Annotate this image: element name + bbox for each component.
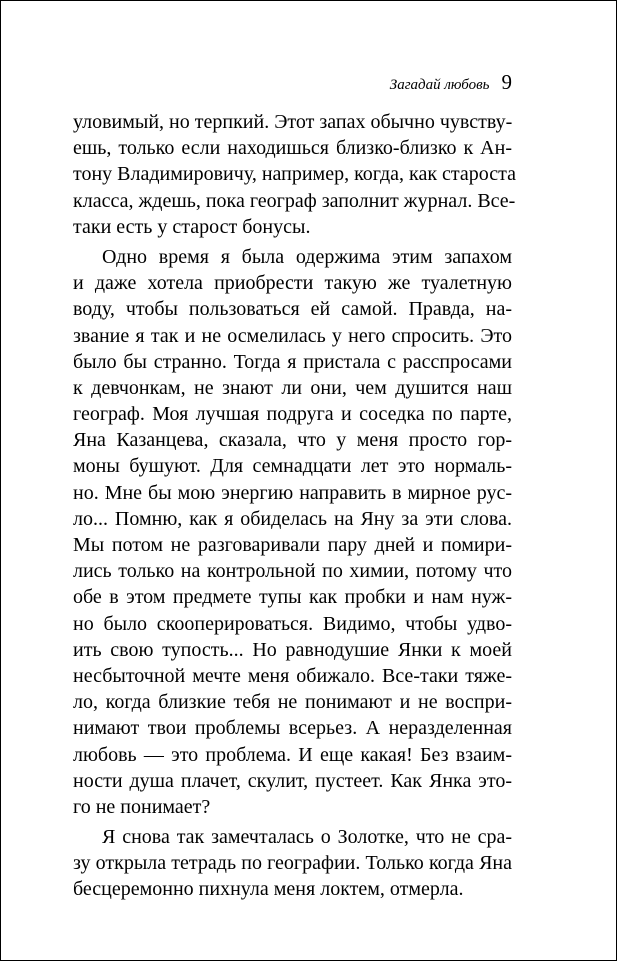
text-line: таки есть у старост бонусы. [73, 215, 311, 238]
text-line: и даже хотела приобрести такую же туалетную [73, 272, 512, 295]
text-line: тону Владимировичу, например, когда, как староста [73, 163, 517, 186]
text-line: несбыточной мечте меня обижало. Все-таки тяже- [73, 664, 512, 687]
text-body [73, 109, 517, 903]
text-line: уловимый, но терпкий. Этот запах обычно чувству- [73, 111, 513, 133]
text-line: го не понимает? [73, 795, 211, 818]
text-line: Мы потом не разговаривали пару дней и помири- [73, 534, 512, 556]
text-line: обе в этом предмете тупы как пробки и нам нуж- [73, 586, 512, 609]
text-line: любовь — это проблема. И еще какая! Без взаим- [73, 743, 512, 766]
text-line: воду, чтобы пользоваться ей самой. Правда, на- [73, 298, 512, 321]
text-line: бесцеремонно пихнула меня локтем, отмерла. [73, 878, 464, 901]
text-line: класса, ждешь, пока географ заполнит журнал. Все- [73, 189, 516, 212]
text-line: ло... Помню, как я обиделась на Яну за эти слова. [73, 507, 512, 530]
text-line: географ. Моя лучшая подруга и соседка по парте, [73, 403, 512, 426]
text-line: звание я так и не осмелилась у него спросить. Это [73, 324, 512, 347]
text-line: Я снова так замечталась о Золотке, что не сра- [102, 826, 512, 849]
text-line: нимают твои проблемы всерьез. А неразделенная [73, 717, 512, 740]
text-line: ло, когда близкие тебя не понимают и не воспри- [73, 691, 512, 714]
text-line: к девчонкам, не знают ли они, чем душится наш [73, 376, 512, 399]
text-line: но было скооперироваться. Видимо, чтобы удво- [73, 612, 512, 635]
paragraph [73, 109, 517, 240]
text-line: Одно время я была одержима этим запахом [102, 245, 512, 268]
text-line: моны бушуют. Для семнадцати лет это нормаль- [73, 455, 512, 478]
running-title: Загадай любовь [389, 77, 490, 93]
text-line: лись только на контрольной по химии, потому что [73, 560, 512, 583]
running-head [1, 70, 512, 96]
text-line: ить свою тупость... Но равнодушие Янки к моей [73, 638, 512, 661]
paragraph [73, 244, 512, 820]
text-line: зу открыла тетрадь по географии. Только когда Яна [73, 852, 512, 875]
text-line: ности душа плачет, скулит, пустеет. Как Янка это- [73, 769, 512, 792]
paragraph [73, 824, 512, 903]
text-line: ешь, только если находишься близко-близко к Ан- [73, 137, 512, 160]
text-line: но. Мне бы мою энергию направить в мирное рус- [73, 481, 512, 504]
text-line: было бы странно. Тогда я пристала с расспросами [73, 350, 512, 373]
text-line: Яна Казанцева, сказала, что у меня просто гор- [73, 429, 512, 452]
page-number: 9 [501, 70, 512, 94]
